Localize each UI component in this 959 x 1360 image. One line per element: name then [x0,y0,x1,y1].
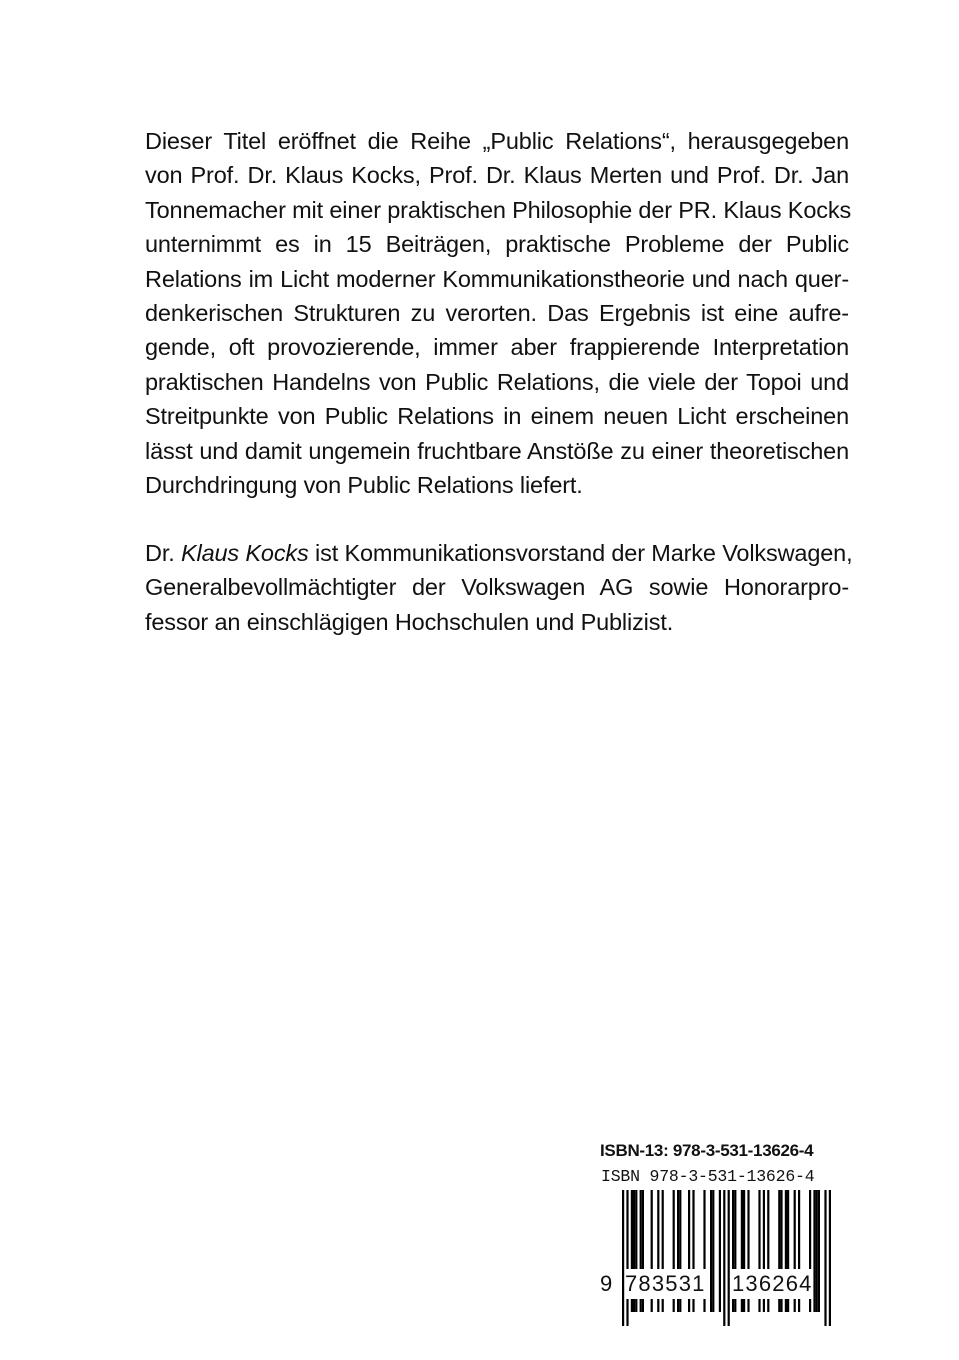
barcode [598,1190,844,1326]
barcode-first-digit: 9 [600,1269,613,1299]
blurb-line: Tonnemacher mit einer praktischen Philosophie der PR. Klaus Kocks [145,196,852,223]
barcode-bar [824,1190,826,1326]
author-bio-line [145,536,853,570]
barcode-digits [598,1269,844,1299]
author-bio-line: fessor an einschlägigen Hochschulen und Publizist. [145,608,674,635]
barcode-left-group: 783531 [625,1269,706,1299]
blurb-line: gende, oft provozierende, immer aber frappierende Interpretation [145,334,849,361]
blurb-line: Dieser Titel eröffnet die Reihe „Public Relations“, herausgegeben [145,128,849,154]
barcode-right-group: 136264 [732,1269,813,1299]
barcode-bar [728,1190,730,1326]
blurb-line: unternimmt es in 15 Beiträgen, praktische Probleme der Public [145,231,849,258]
barcode-bar [626,1190,628,1326]
blurb-line: praktischen Handelns von Public Relations, die viele der Topoi und [145,368,849,395]
blurb-line: lässt und damit ungemein fruchtbare Anstöße zu einer theoretischen [145,437,849,464]
blurb-line: denkerischen Strukturen zu verorten. Das Ergebnis ist eine aufre- [145,300,849,327]
isbn-block [598,1140,844,1326]
blurb-line: Relations im Licht moderner Kommunikationstheorie und nach quer- [145,265,849,292]
author-bio-line: Generalbevollmächtigter der Volkswagen AG sowie Honorarpro- [145,574,849,601]
isbn13-label: ISBN-13: 978-3-531-13626-4 [600,1141,814,1160]
isbn-label: ISBN 978-3-531-13626-4 [601,1167,815,1186]
blurb-line: von Prof. Dr. Klaus Kocks, Prof. Dr. Klaus Merten und Prof. Dr. Jan [145,162,849,189]
blurb-paragraph [145,124,852,502]
barcode-bar [622,1190,624,1326]
barcode-bar [829,1190,831,1326]
barcode-bar [723,1190,725,1326]
author-name: Klaus Kocks [180,540,309,566]
author-prefix: Dr. [145,540,181,566]
author-line1-rest: ist Kommunikationsvorstand der Marke Volkswagen, [308,540,853,566]
author-bio [145,536,853,639]
blurb-line: Durchdringung von Public Relations liefert. [145,472,583,499]
blurb-line: Streitpunkte von Public Relations in einem neuen Licht erscheinen [145,403,849,430]
